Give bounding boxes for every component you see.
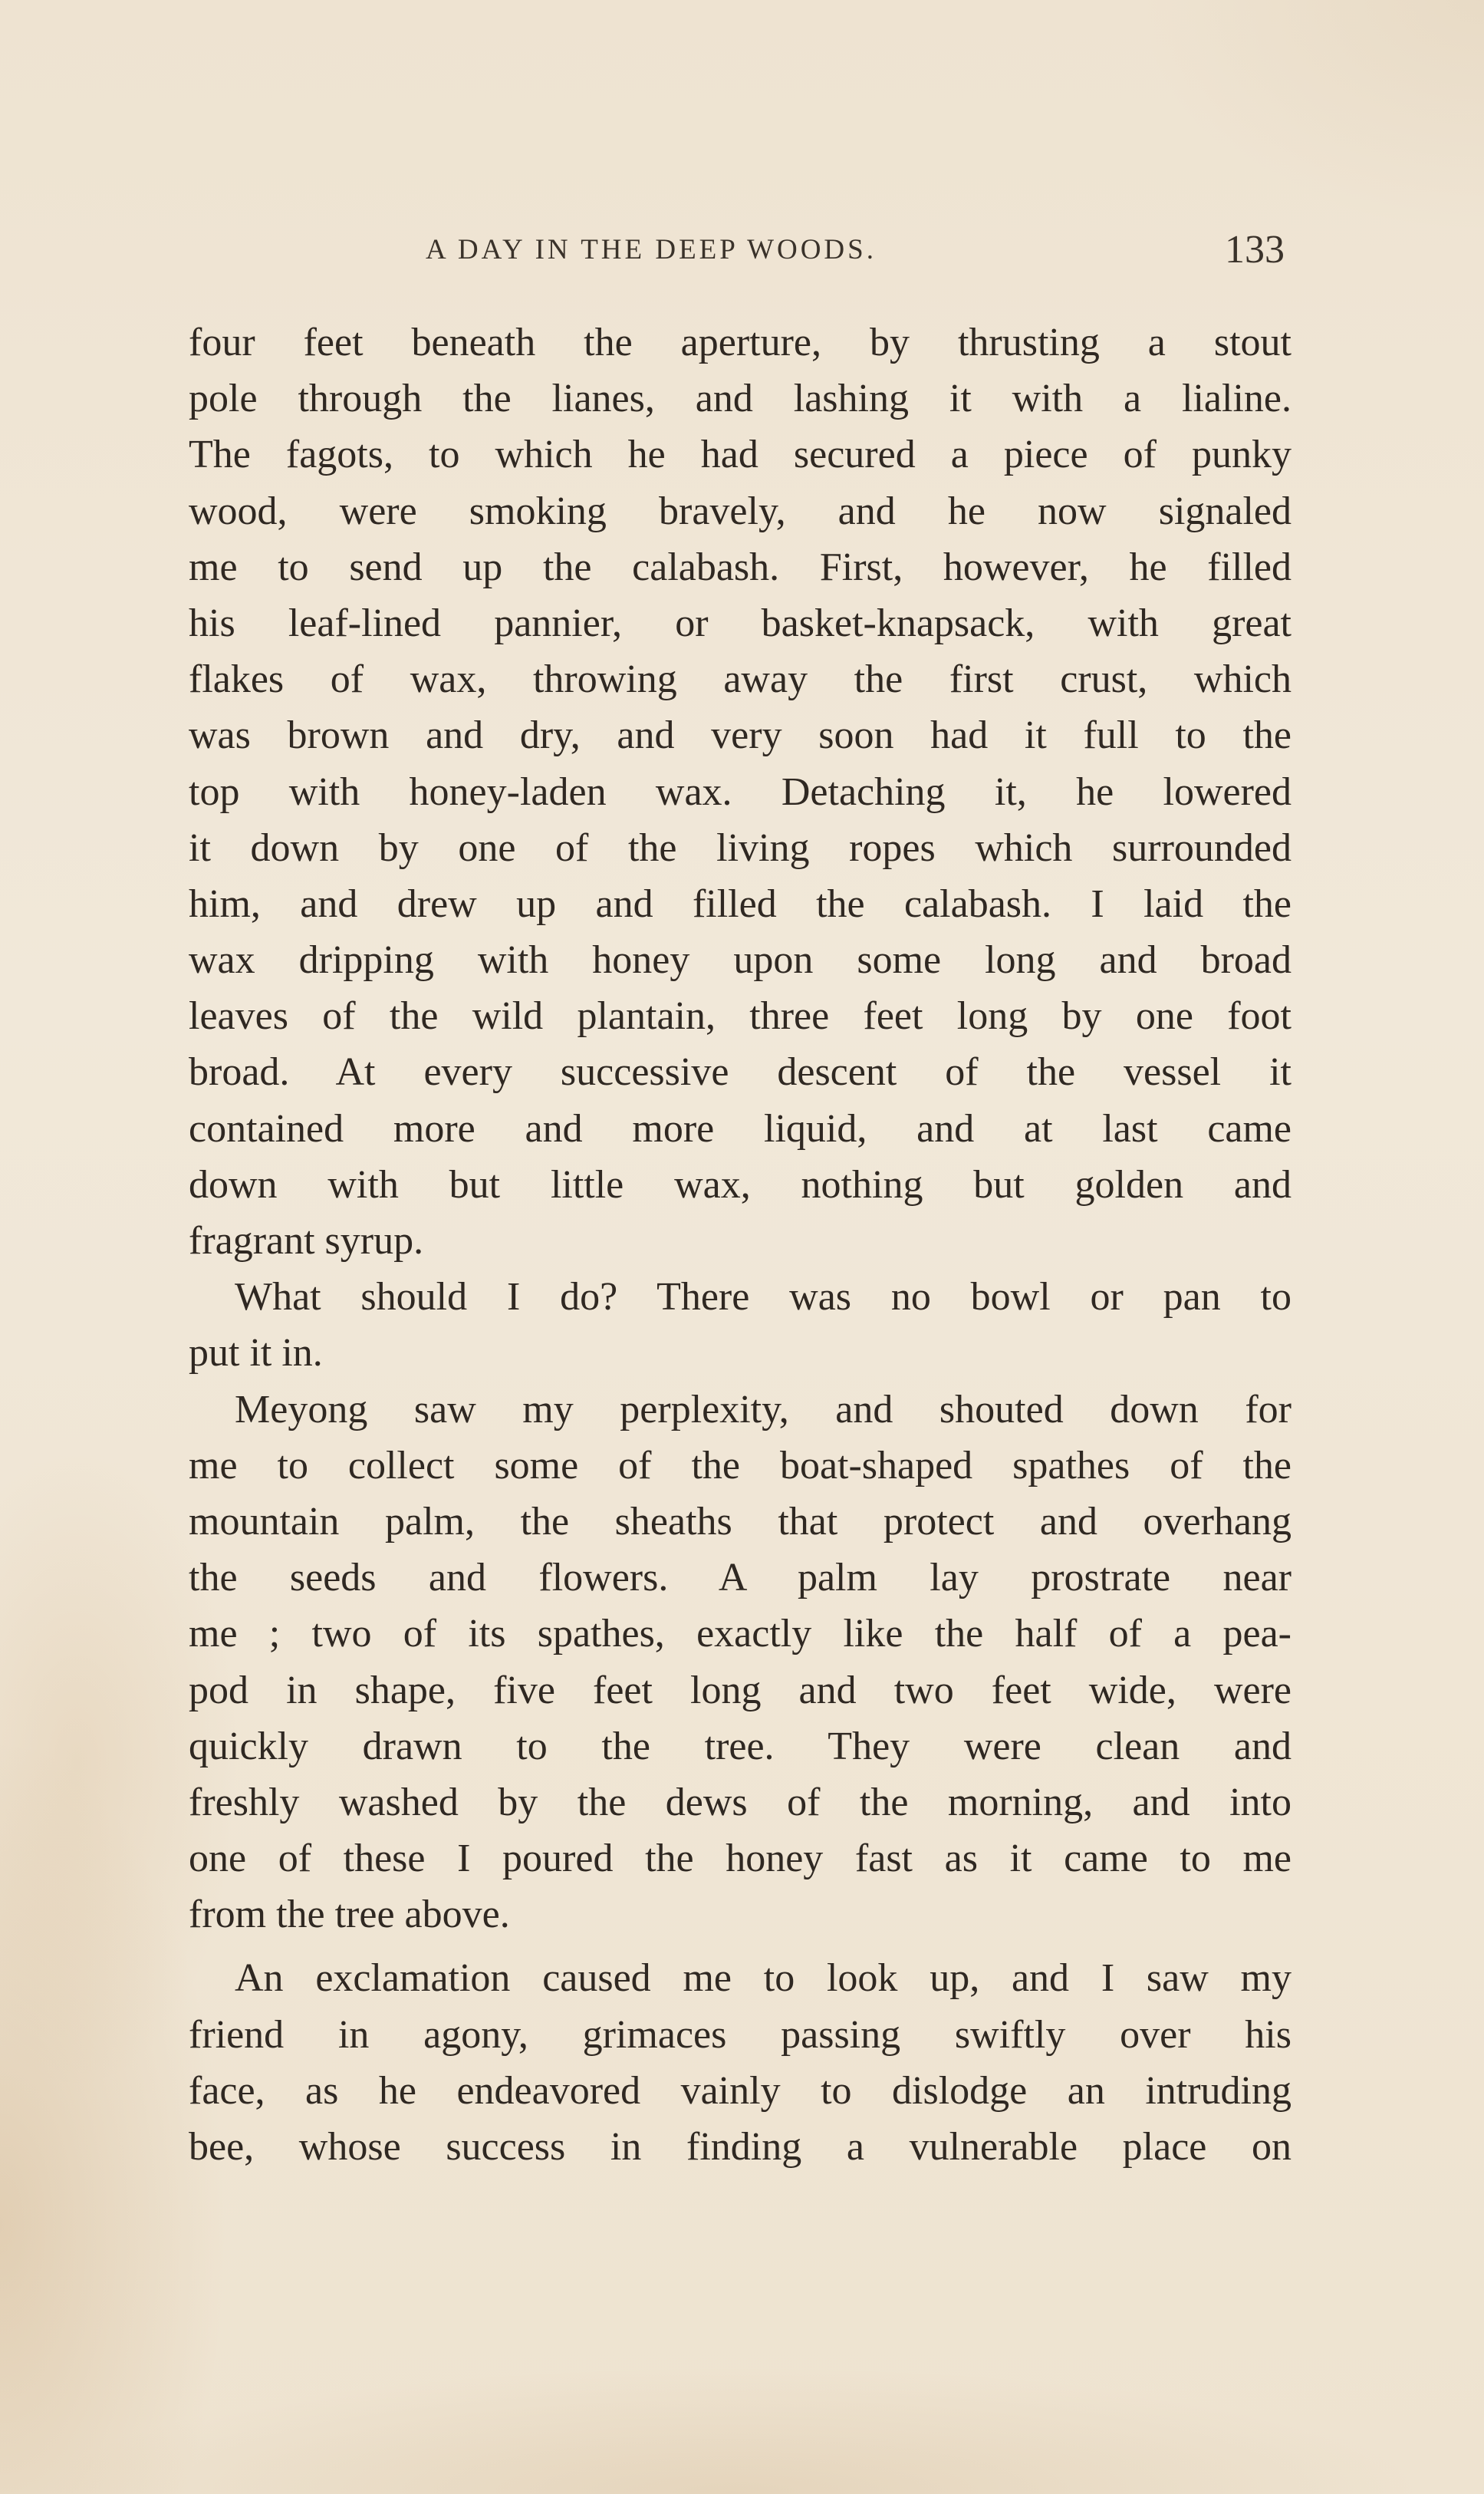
text-line: quickly drawn to the tree. They were clean and (189, 1724, 1292, 1768)
text-line: An exclamation caused me to look up, and I saw my (235, 1956, 1292, 2001)
text-line: the seeds and flowers. A palm lay prostrate near (189, 1556, 1292, 1600)
paragraph (189, 1382, 1292, 1943)
text-line: one of these I poured the honey fast as it came to me (189, 1837, 1292, 1881)
text-line: him, and drew up and filled the calabash. I laid the (189, 881, 1292, 926)
text-line: wax dripping with honey upon some long and broad (189, 938, 1292, 983)
text-line: bee, whose success in finding a vulnerable place on (189, 2125, 1292, 2169)
text-line: top with honey-laden wax. Detaching it, he lowered (189, 769, 1292, 814)
text-line: What should I do? There was no bowl or pan to (235, 1275, 1292, 1319)
text-line: The fagots, to which he had secured a piece of punky (189, 433, 1292, 477)
text-line: put it in. (189, 1331, 323, 1375)
text-line: down with but little wax, nothing but golden and (189, 1162, 1292, 1207)
text-line: contained more and more liquid, and at last came (189, 1106, 1292, 1151)
paragraph (189, 1269, 1292, 1381)
text-line: fragrant syrup. (189, 1219, 424, 1263)
text-line: pod in shape, five feet long and two feet wide, were (189, 1668, 1292, 1712)
text-line: four feet beneath the aperture, by thrusting a stout (189, 321, 1292, 364)
page-number: 133 (1225, 228, 1285, 272)
text-line: me to send up the calabash. First, however, he filled (189, 545, 1292, 589)
text-line: his leaf-lined pannier, or basket-knapsack, with great (189, 601, 1292, 645)
text-line: freshly washed by the dews of the morning, and into (189, 1780, 1292, 1824)
text-line: from the tree above. (189, 1893, 510, 1937)
text-line: wood, were smoking bravely, and he now signaled (189, 489, 1292, 533)
text-line: leaves of the wild plantain, three feet long by one foot (189, 994, 1292, 1039)
text-line: pole through the lianes, and lashing it with a lialine. (189, 377, 1292, 421)
text-line: flakes of wax, throwing away the first crust, which (189, 657, 1292, 702)
paragraph (189, 1950, 1292, 2175)
paragraph-gap (189, 1942, 1292, 1950)
text-line: face, as he endeavored vainly to dislodge an intruding (189, 2068, 1292, 2113)
text-line: friend in agony, grimaces passing swiftly over his (189, 2012, 1292, 2057)
body-text (189, 315, 1292, 2175)
text-line: mountain palm, the sheaths that protect and overhang (189, 1499, 1292, 1544)
text-line: it down by one of the living ropes which surrounded (189, 825, 1292, 870)
text-line: me ; two of its spathes, exactly like the half of a pea- (189, 1612, 1292, 1656)
text-line: Meyong saw my perplexity, and shouted down for (235, 1387, 1292, 1431)
running-head (426, 227, 1285, 288)
text-line: was brown and dry, and very soon had it full to the (189, 713, 1292, 758)
paragraph (189, 315, 1292, 1269)
text-line: broad. At every successive descent of the vessel it (189, 1050, 1292, 1095)
text-line: me to collect some of the boat-shaped spathes of the (189, 1443, 1292, 1488)
running-title: A DAY IN THE DEEP WOODS. (426, 234, 877, 265)
